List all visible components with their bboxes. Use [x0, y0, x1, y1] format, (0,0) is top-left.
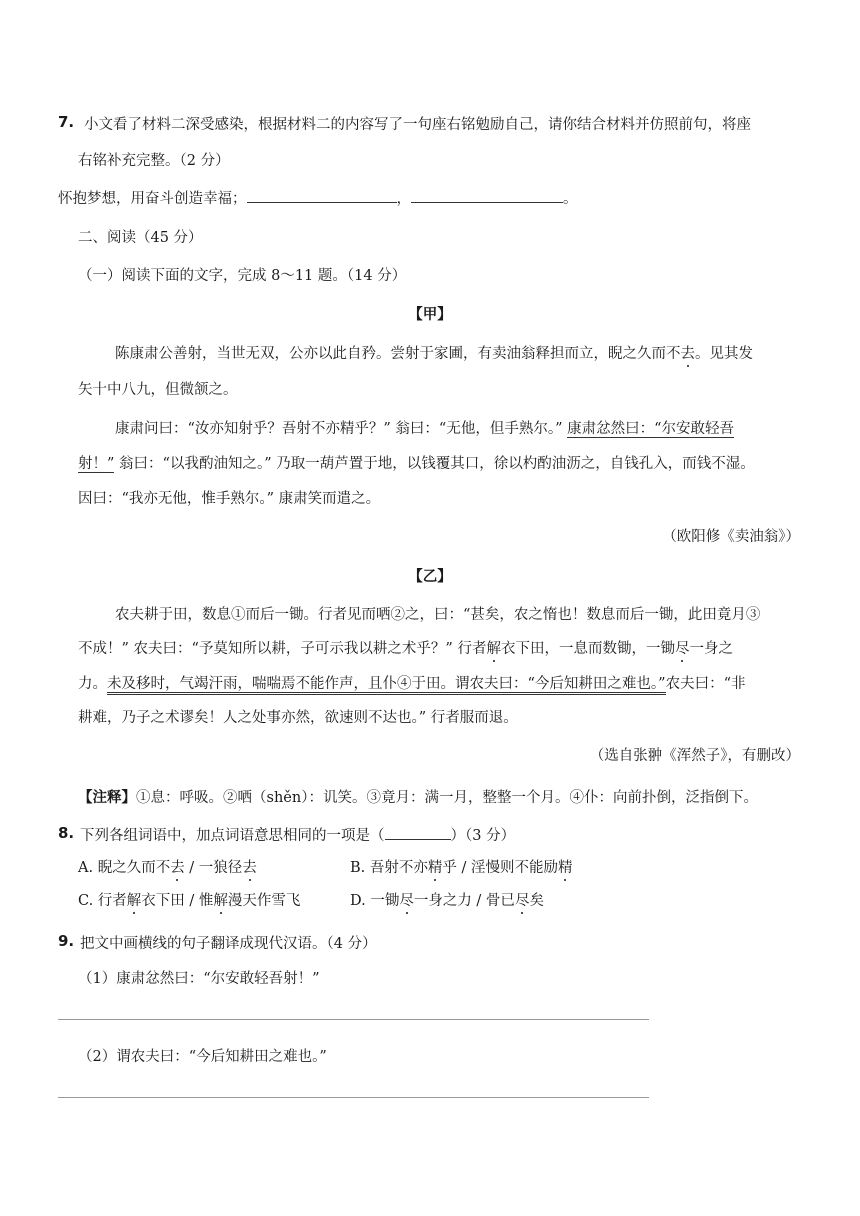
question-7-answer-line	[58, 187, 578, 208]
answer-period: 。	[563, 191, 578, 207]
question-9-sub2: （2）谓农夫曰：“今后知耕田之难也。”	[78, 1049, 327, 1065]
notes	[78, 786, 758, 807]
option-c[interactable]: C. 行者解衣下田 / 惟解漫天作雪飞	[78, 893, 301, 909]
option-a[interactable]: A. 睨之久而不去 / 一狼径去	[78, 860, 257, 876]
passage-a-p2-line2: 射！” 翁曰：“以我酌油知之。” 乃取一葫芦置于地，以钱覆其口，徐以杓酌油沥之，自钱孔入，而钱不湿。	[78, 456, 755, 472]
answer-blank[interactable]	[385, 826, 451, 840]
question-9-stem: 把文中画横线的句子翻译成现代汉语。（4 分）	[80, 936, 377, 952]
question-9-number: 9.	[58, 932, 75, 950]
section-2-title: 二、阅读（45 分）	[78, 230, 203, 246]
underlined-sentence-1-end: 射！”	[78, 456, 115, 472]
passage-a-p2-line1: 康肃问曰：“汝亦知射乎？吾射不亦精乎？” 翁曰：“无他，但手熟尔。” 康肃忿然曰：“尔安敢轻吾	[115, 421, 735, 437]
passage-a-p1-line2: 矢十中八九，但微颔之。	[78, 382, 238, 398]
passage-b-line1: 农夫耕于田，数息①而后一锄。行者见而哂②之，曰：“甚矣，农之惰也！数息而后一锄，此田竟月③	[115, 607, 761, 623]
answer-prefix: 怀抱梦想，用奋斗创造幸福；	[58, 191, 247, 207]
notes-text: ①息：呼吸。②哂（shěn）：讥笑。③竟月：满一月，整整一个月。④仆：向前扑倒，泛指倒下。	[136, 790, 758, 806]
dotted-char: 去	[680, 346, 695, 362]
passage-a-source: （欧阳修《卖油翁》）	[662, 529, 800, 545]
option-d[interactable]: D. 一锄尽一身之力 / 骨已尽矣	[350, 893, 544, 909]
question-7-number: 7.	[58, 113, 75, 131]
passage-a-heading: 【甲】	[408, 306, 452, 323]
passage-b-line4: 耕难，乃子之术谬矣！人之处事亦然，欲速则不达也。” 行者服而退。	[78, 710, 518, 726]
question-8-number: 8.	[58, 824, 75, 842]
answer-line-1[interactable]	[58, 1019, 649, 1020]
answer-blank-1[interactable]	[247, 188, 397, 203]
part-1-intro: （一）阅读下面的文字，完成 8～11 题。（14 分）	[78, 268, 407, 284]
passage-a-p1-line1: 陈康肃公善射，当世无双，公亦以此自矜。尝射于家圃，有卖油翁释担而立，睨之久而不去。见其发	[115, 346, 753, 362]
passage-b-source: （选自张翀《浑然子》，有删改）	[589, 748, 800, 764]
underlined-sentence-1: 康肃忿然曰：“尔安敢轻吾	[567, 421, 735, 437]
answer-comma: ，	[396, 191, 411, 207]
underlined-sentence-2: 未及移时，气竭汗雨，喘喘焉不能作声，且仆④于田。谓农夫曰：“今后知耕田之难也。”	[107, 676, 666, 695]
answer-blank-2[interactable]	[411, 188, 563, 203]
passage-b-line3: 力。未及移时，气竭汗雨，喘喘焉不能作声，且仆④于田。谓农夫曰：“今后知耕田之难也。”农夫曰：“非	[78, 672, 746, 693]
notes-label: 【注释】	[78, 789, 136, 806]
passage-b-heading: 【乙】	[408, 568, 452, 585]
passage-a-p2-line3: 因曰：“我亦无他，惟手熟尔。” 康肃笑而遣之。	[78, 491, 381, 507]
question-8-stem: 下列各组词语中，加点词语意思相同的一项是（ ）（3 分）	[80, 828, 516, 844]
question-7-stem-line2: 右铭补充完整。（2 分）	[78, 153, 230, 169]
dotted-char: 尽	[674, 641, 690, 657]
answer-line-2[interactable]	[58, 1097, 649, 1098]
passage-b-line2: 不成！” 农夫曰：“予莫知所以耕，子可示我以耕之术乎？” 行者解衣下田，一息而数锄，一锄尽一身之	[78, 641, 733, 657]
question-7-stem-line1: 小文看了材料二深受感染，根据材料二的内容写了一句座右铭勉励自己，请你结合材料并仿照前句，将座	[84, 117, 751, 133]
dotted-char: 解	[486, 641, 501, 657]
option-b[interactable]: B. 吾射不亦精乎 / 淫慢则不能励精	[350, 860, 573, 876]
question-9-sub1: （1）康肃忿然曰：“尔安敢轻吾射！”	[78, 971, 320, 987]
